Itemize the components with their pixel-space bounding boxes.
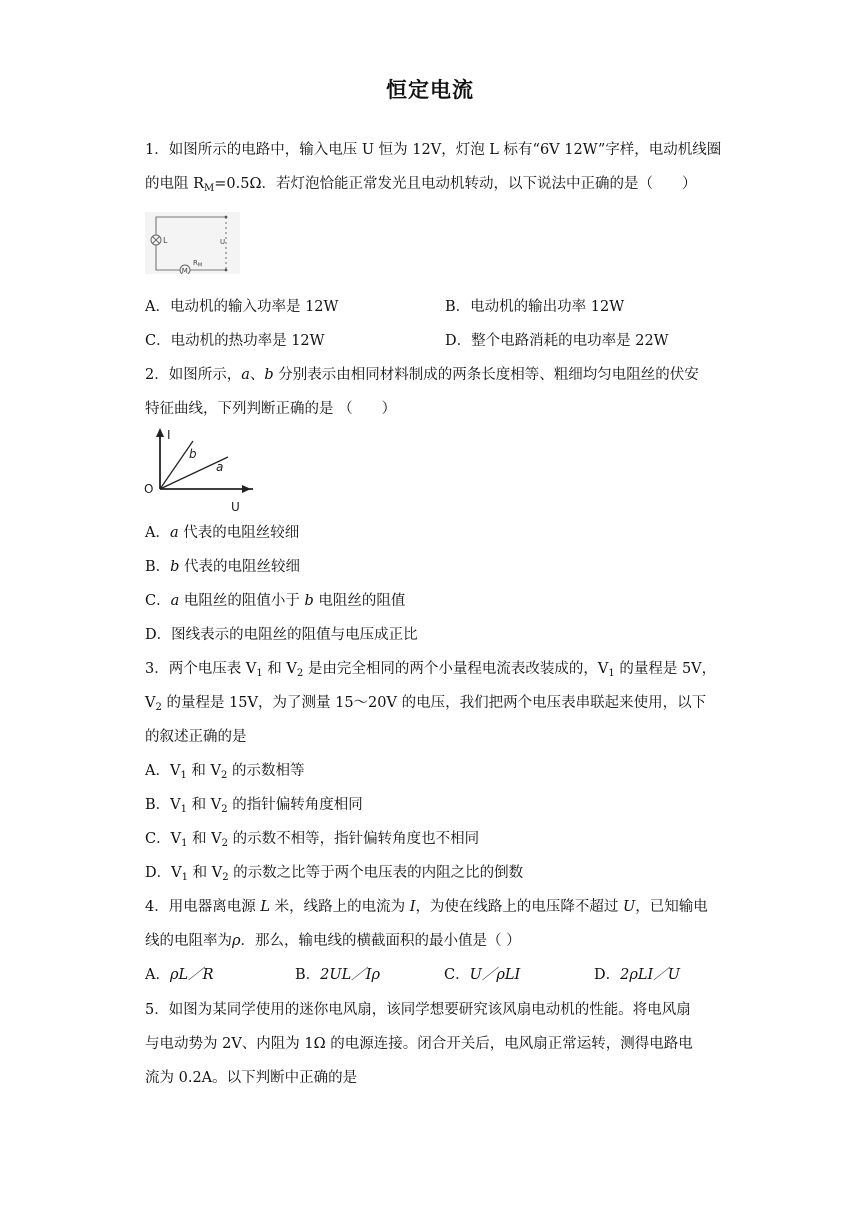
q4-line1: 4．用电器离电源 L 米，线路上的电流为 I，为使在线路上的电压降不超过 U，已知输电 — [145, 899, 708, 915]
q2-iu-graph — [143, 425, 253, 515]
svg-text:U: U — [231, 500, 240, 514]
q3-line2: $V_2$ 的量程是 15V，为了测量 15～20V 的电压，我们把两个电压表串联起来使用，以下 — [145, 695, 707, 713]
svg-text:a: a — [216, 460, 224, 474]
q1-option-b: B．电动机的输出功率 12W — [445, 299, 625, 315]
q3-line1: 3．两个电压表 $V_1$ 和 $V_2$ 是由完全相同的两个小量程电流表改装成的，$V_1$ 的量程是 5V， — [145, 661, 717, 679]
q2-option-a: A．a 代表的电阻丝较细 — [145, 525, 300, 541]
q5-line2: 与电动势为 2V、内阻为 1Ω 的电源连接。闭合开关后，电风扇正常运转，测得电路电 — [145, 1036, 693, 1052]
svg-text:b: b — [189, 447, 197, 461]
q3-line3: 的叙述正确的是 — [145, 729, 247, 745]
q3-option-b: B．$V_1$ 和 $V_2$ 的指针偏转角度相同 — [145, 797, 363, 815]
svg-text:U: U — [220, 238, 226, 246]
q2-line1: 2．如图所示，a、b 分别表示由相同材料制成的两条长度相等、粗细均匀电阻丝的伏安 — [145, 367, 699, 383]
q1-option-a: A．电动机的输入功率是 12W — [145, 299, 339, 315]
q1-circuit-figure — [145, 212, 240, 274]
q2-option-c: C．a 电阻丝的阻值小于 b 电阻丝的阻值 — [145, 593, 406, 609]
q1-option-c: C．电动机的热功率是 12W — [145, 333, 325, 349]
svg-text:I: I — [167, 428, 171, 442]
q1-option-d: D．整个电路消耗的电功率是 22W — [445, 333, 669, 349]
q5-line3: 流为 0.2A。以下判断中正确的是 — [145, 1070, 358, 1086]
q2-option-d: D．图线表示的电阻丝的阻值与电压成正比 — [145, 627, 418, 643]
q4-option-b: B．2UL／Iρ — [295, 967, 380, 983]
page-title: 恒定电流 — [386, 78, 474, 102]
q2-line2: 特征曲线，下列判断正确的是 （ ） — [145, 401, 397, 417]
q1-line2: 的电阻 $R_M=0.5\Omega$．若灯泡恰能正常发光且电动机转动，以下说法中正确的是（ ） — [145, 176, 697, 194]
q4-option-d: D．2ρLI／U — [594, 967, 680, 983]
q2-option-b: B．b 代表的电阻丝较细 — [145, 559, 301, 575]
svg-text:RM: $R_M$ — [193, 259, 203, 269]
q1-line1: 1．如图所示的电路中，输入电压 U 恒为 12V，灯泡 L 标有“6V 12W”字样，电动机线圈 — [145, 142, 722, 158]
q4-option-c: C．U／ρLI — [444, 967, 521, 983]
q3-option-c: C．$V_1$ 和 $V_2$ 的示数不相等，指针偏转角度也不相同 — [145, 831, 480, 849]
q3-option-d: D．$V_1$ 和 $V_2$ 的示数之比等于两个电压表的内阻之比的倒数 — [145, 865, 524, 883]
svg-text:M: M — [181, 266, 188, 274]
q5-line1: 5．如图为某同学使用的迷你电风扇，该同学想要研究该风扇电动机的性能。将电风扇 — [145, 1002, 691, 1018]
svg-text:L: L — [163, 236, 168, 245]
q3-option-a: A．$V_1$ 和 $V_2$ 的示数相等 — [145, 763, 305, 781]
svg-text:O: O — [144, 482, 154, 496]
q4-line2: 线的电阻率为ρ．那么，输电线的横截面积的最小值是（ ） — [145, 933, 521, 949]
q4-option-a: A．ρL／R — [145, 967, 214, 983]
